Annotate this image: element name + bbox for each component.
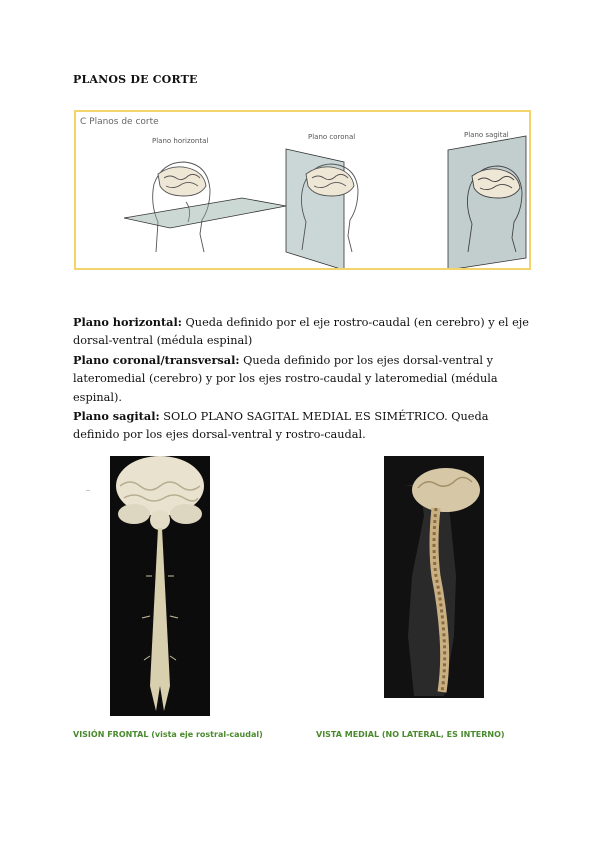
definition-sagittal: SOLO PLANO SAGITAL MEDIAL ES SIMÉTRICO. Queda definido por los ejes dorsal-ventral y rostro-caudal.	[73, 410, 489, 442]
label-coronal-plane: Plano coronal	[308, 133, 356, 141]
section-heading: PLANOS DE CORTE	[73, 73, 198, 86]
definition-coronal: Queda definido por los ejes dorsal-ventral y lateromedial (cerebro) y por los ejes rostro-caudal y lateromedial (médula espinal).	[73, 353, 498, 404]
term-sagittal: Plano sagital:	[73, 409, 160, 424]
label-sagittal-plane: Plano sagital	[464, 131, 509, 139]
brain-spinal-cord-frontal-image	[110, 456, 210, 716]
paragraph-sagittal	[73, 407, 538, 445]
medial-view-photo	[384, 456, 484, 698]
figure-title: C Planos de corte	[80, 117, 159, 127]
plane-definitions	[73, 313, 538, 445]
frontal-view-photo	[110, 456, 210, 716]
label-horizontal-plane: Plano horizontal	[152, 137, 209, 145]
horizontal-plane-sheet	[124, 198, 286, 228]
sagittal-plane-sheet	[448, 136, 526, 268]
caption-medial: VISTA MEDIAL (NO LATERAL, ES INTERNO)	[316, 730, 505, 739]
frontal-marker: —	[86, 488, 90, 493]
definition-horizontal: Queda definido por el eje rostro-caudal (en cerebro) y el eje dorsal-ventral (médula espinal)	[73, 316, 529, 348]
brain-spinal-cord-medial-image	[384, 456, 484, 698]
term-coronal: Plano coronal/transversal:	[73, 352, 240, 367]
planes-illustration	[76, 112, 529, 268]
coronal-plane-sheet	[286, 149, 344, 268]
paragraph-coronal	[73, 351, 538, 407]
paragraph-horizontal	[73, 313, 538, 351]
caption-frontal: VISIÓN FRONTAL (vista eje rostral-caudal)	[73, 730, 263, 739]
planes-figure	[74, 110, 531, 270]
term-horizontal: Plano horizontal:	[73, 315, 182, 329]
